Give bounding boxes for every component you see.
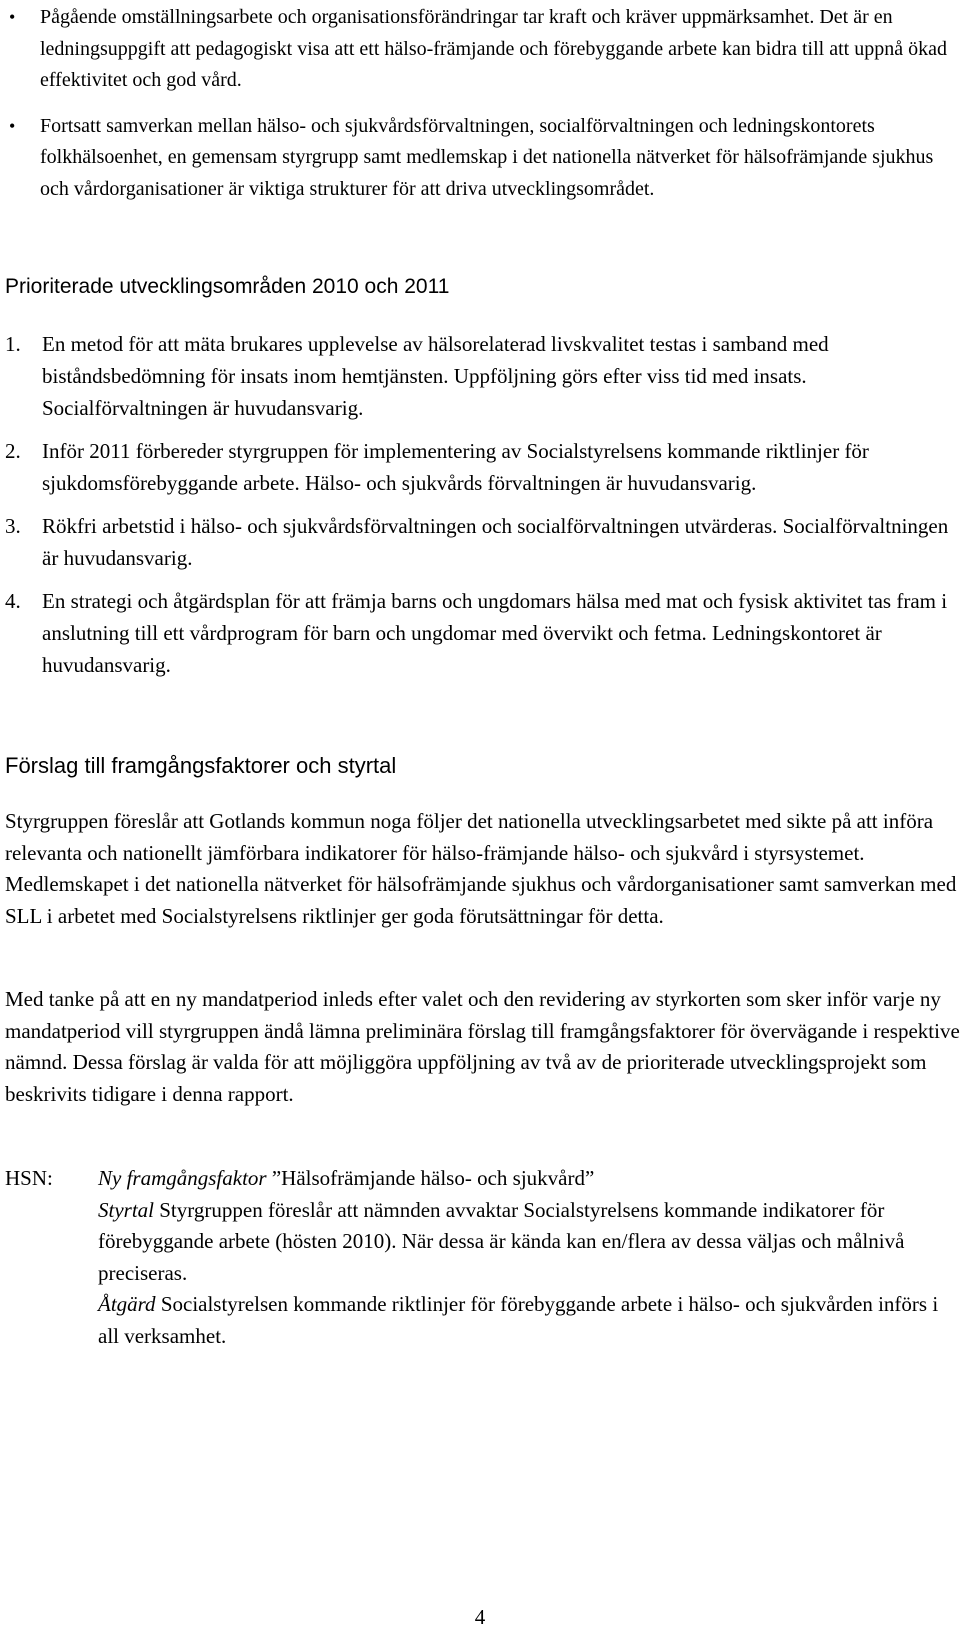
bullet-icon: • — [9, 7, 16, 27]
bullet-item — [0, 2, 960, 97]
atgard-label: Åtgärd — [98, 1292, 156, 1316]
priority-item — [5, 585, 955, 681]
priority-item — [5, 328, 955, 424]
priority-text: Inför 2011 förbereder styrgruppen för implementering av Socialstyrelsens kommande riktlinjer för sjukdomsförebyggande arbete. Hälso- och sjukvårds förvaltningen är huvudansvarig. — [42, 439, 869, 495]
factor-text: ”Hälsofrämjande hälso- och sjukvård” — [266, 1166, 595, 1190]
hsn-styrtal — [98, 1195, 960, 1290]
hsn-label: HSN: — [5, 1166, 53, 1190]
priority-number: 4. — [5, 589, 21, 613]
bullet-text: Pågående omställningsarbete och organisationsförändringar tar kraft och kräver uppmärksamhet. Det är en ledningsuppgift att pedagogiskt visa att ett hälso-främjande och förebyggande arbete kan bidra till att uppnå ökad effektivitet och god vård. — [40, 6, 947, 91]
priority-text: En metod för att mäta brukares upplevelse av hälsorelaterad livskvalitet testas i samband med biståndsbedömning för insats inom hemtjänsten. Uppföljning görs efter viss tid med insats. Socialförvaltningen är huvudansvarig. — [42, 332, 829, 420]
priorities-heading: Prioriterade utvecklingsområden 2010 och 2011 — [5, 275, 450, 298]
hsn-body — [98, 1163, 960, 1352]
priorities-list — [5, 328, 955, 681]
hsn-atgard — [98, 1289, 960, 1352]
priority-item — [5, 435, 955, 499]
bullet-text: Fortsatt samverkan mellan hälso- och sjukvårdsförvaltningen, socialförvaltningen och ledningskontorets folkhälsoenhet, en gemensam styrgrupp samt medlemskap i det nationella nätverket för hälsofrämjande sjukhus och vårdorganisationer är viktiga strukturer för att driva utvecklingsområdet. — [40, 114, 934, 200]
priority-text: En strategi och åtgärdsplan för att främja barns och ungdomars hälsa med mat och fysisk aktivitet tas fram i anslutning till ett vårdprogram för barn och ungdomar med övervikt och fetma. Ledningskontoret är huvudansvarig. — [42, 589, 948, 677]
paragraph-mandate: Med tanke på att en ny mandatperiod inleds efter valet och den revidering av styrkorten som sker inför varje ny mandatperiod vill styrgruppen ändå lämna preliminära förslag till framgångsfaktorer för övervägande i respektive nämnd. Dessa förslag är valda för att möjliggöra uppföljning av två av de prioriterade utvecklingsprojekt som beskrivits tidigare i denna rapport. — [5, 987, 960, 1106]
bullet-item — [0, 111, 960, 206]
bullet-icon: • — [9, 115, 16, 136]
priority-number: 2. — [5, 439, 21, 463]
bullet-list — [0, 2, 960, 205]
atgard-text: Socialstyrelsen kommande riktlinjer för förebyggande arbete i hälso- och sjukvården införs i all verksamhet. — [98, 1292, 939, 1348]
paragraph-gotland: Styrgruppen föreslår att Gotlands kommun noga följer det nationella utvecklingsarbetet med sikte på att införa relevanta och nationellt jämförbara indikatorer för hälso-främjande hälso- och sjukvård i styrsystemet. Medlemskapet i det nationella nätverket för hälsofrämjande sjukhus och vårdorganisationer samt samverkan med SLL i arbetet med Socialstyrelsens riktlinjer ger goda förutsättningar för detta. — [5, 809, 957, 928]
factor-label: Ny framgångsfaktor — [98, 1166, 267, 1190]
priority-number: 1. — [5, 332, 21, 356]
section-heading: Förslag till framgångsfaktorer och styrtal — [5, 753, 397, 778]
priority-item — [5, 510, 955, 574]
hsn-block — [5, 1163, 960, 1352]
priority-text: Rökfri arbetstid i hälso- och sjukvårdsförvaltningen och socialförvaltningen utvärderas. Socialförvaltningen är huvudansvarig. — [42, 514, 949, 570]
hsn-factor — [98, 1163, 960, 1195]
page-number: 4 — [474, 1605, 486, 1629]
priority-number: 3. — [5, 514, 21, 538]
styrtal-label: Styrtal — [98, 1197, 154, 1222]
styrtal-text: Styrgruppen föreslår att nämnden avvaktar Socialstyrelsens kommande indikatorer för förebyggande arbete (hösten 2010). När dessa är kända kan en/flera av dessa väljas och målnivå preciseras. — [98, 1197, 905, 1285]
